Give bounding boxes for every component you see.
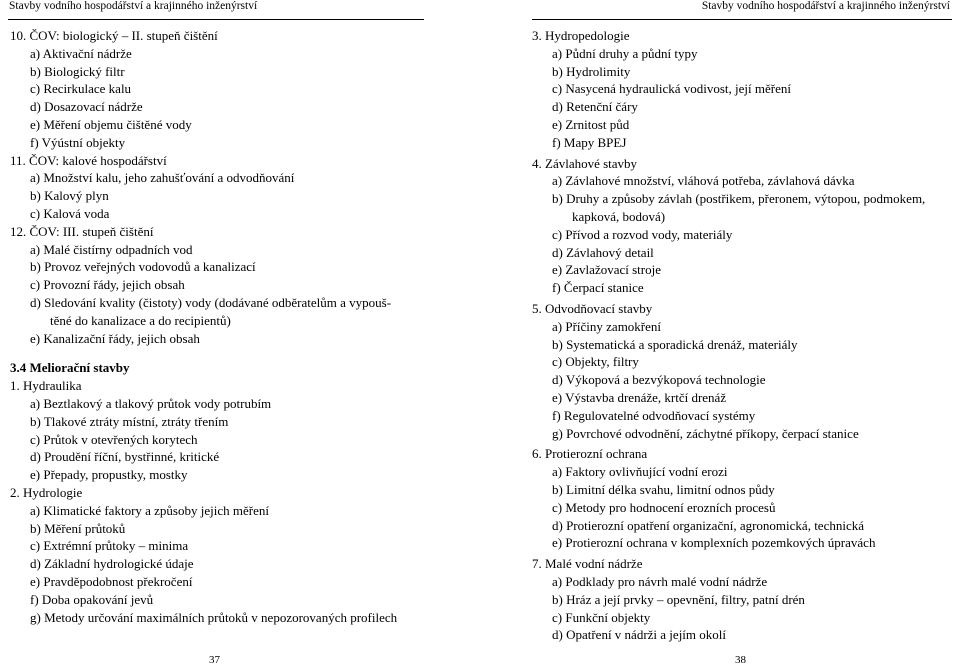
list-item: g) Povrchové odvodnění, záchytné příkopy, čerpací stanice (552, 425, 859, 441)
list-item: b) Limitní délka svahu, limitní odnos půdy (552, 481, 775, 497)
list-item: f) Regulovatelné odvodňovací systémy (552, 407, 756, 423)
list-item: d) Výkopová a bezvýkopová technologie (552, 372, 766, 388)
list-item: d) Proudění říční, bystřinné, kritické (30, 449, 220, 465)
list-item: e) Měření objemu čištěné vody (30, 116, 192, 132)
list-item: a) Faktory ovlivňující vodní erozi (552, 464, 728, 480)
list-item: e) Pravděpodobnost překročení (30, 573, 193, 589)
list-item: c) Recirkulace kalu (30, 81, 132, 97)
list-item: a) Klimatické faktory a způsoby jejich měření (30, 502, 269, 518)
list-item: a) Beztlakový a tlakový průtok vody potrubím (30, 395, 272, 411)
list-item: b) Tlakové ztráty místní, ztráty třením (30, 413, 229, 429)
running-header-left: Stavby vodního hospodářství a krajinného inženýrství (9, 0, 258, 12)
list-item: b) Druhy a způsoby závlah (postřikem, přeronem, výtopou, podmokem, (552, 191, 926, 207)
list-item: a) Malé čistírny odpadních vod (30, 241, 193, 257)
section-heading: 6. Protierozní ochrana (532, 446, 648, 462)
list-item: b) Biologický filtr (30, 63, 125, 79)
list-item: c) Provozní řády, jejich obsah (30, 277, 185, 293)
list-item-continuation: těné do kanalizace a do recipientů) (50, 312, 231, 328)
list-item: c) Nasycená hydraulická vodivost, její měření (552, 81, 791, 97)
left-page-content (10, 27, 425, 626)
list-item: f) Doba opakování jevů (30, 591, 154, 607)
list-item: c) Přívod a rozvod vody, materiály (552, 226, 733, 242)
page-number-left: 37 (209, 654, 220, 666)
header-rule-right (532, 19, 952, 20)
list-item: d) Dosazovací nádrže (30, 99, 143, 115)
list-item: f) Čerpací stanice (552, 280, 644, 296)
list-item: b) Systematická a sporadická drenáž, materiály (552, 336, 798, 352)
list-item-continuation: kapková, bodová) (572, 208, 666, 224)
list-item: c) Průtok v otevřených korytech (30, 431, 198, 447)
section-heading: 7. Malé vodní nádrže (532, 556, 643, 572)
list-item: g) Metody určování maximálních průtoků v nepozorovaných profilech (30, 609, 398, 625)
list-item: b) Měření průtoků (30, 520, 126, 536)
section-heading: 3. Hydropedologie (532, 28, 630, 43)
list-item: c) Metody pro hodnocení erozních procesů (552, 499, 776, 515)
list-item: b) Kalový plyn (30, 188, 109, 204)
list-item: d) Retenční čáry (552, 99, 638, 115)
list-item: a) Aktivační nádrže (30, 45, 132, 61)
page-number-right: 38 (735, 654, 746, 666)
spacer (10, 347, 425, 359)
list-item: c) Funkční objekty (552, 609, 651, 625)
list-item: d) Závlahový detail (552, 244, 654, 260)
list-item: b) Hráz a její prvky – opevnění, filtry, patní drén (552, 591, 805, 607)
list-item: e) Výstavba drenáže, krtčí drenáž (552, 389, 727, 405)
header-rule-left (8, 19, 424, 20)
section-heading: 1. Hydraulika (10, 378, 82, 394)
list-item: e) Přepady, propustky, mostky (30, 467, 188, 483)
section-heading: 11. ČOV: kalové hospodářství (10, 152, 167, 168)
list-item: d) Sledování kvality (čistoty) vody (dodávané odběratelům a vypouš- (30, 294, 392, 310)
list-item: a) Podklady pro návrh malé vodní nádrže (552, 573, 768, 589)
list-item: e) Protierozní ochrana v komplexních pozemkových úpravách (552, 535, 876, 551)
section-heading: 2. Hydrologie (10, 484, 83, 500)
list-item: f) Mapy BPEJ (552, 134, 627, 150)
list-item: b) Hydrolimity (552, 63, 631, 79)
list-item: b) Provoz veřejných vodovodů a kanalizací (30, 259, 256, 275)
list-item: a) Závlahové množství, vláhová potřeba, závlahová dávka (552, 173, 855, 189)
list-item: e) Zrnitost půd (552, 116, 630, 132)
list-item: e) Kanalizační řády, jejich obsah (30, 330, 200, 346)
list-item: c) Extrémní průtoky – minima (30, 538, 189, 554)
list-item: d) Opatření v nádrži a jejím okolí (552, 627, 727, 643)
section-heading: 12. ČOV: III. stupeň čištění (10, 223, 154, 239)
right-page-content (532, 27, 952, 644)
section-heading: 4. Závlahové stavby (532, 155, 638, 171)
list-item: a) Příčiny zamokření (552, 318, 662, 334)
section-heading: 5. Odvodňovací stavby (532, 300, 653, 316)
list-item: c) Objekty, filtry (552, 354, 639, 370)
section-heading: 10. ČOV: biologický – II. stupeň čištění (10, 28, 218, 43)
list-item: c) Kalová voda (30, 205, 110, 221)
running-header-right: Stavby vodního hospodářství a krajinného inženýrství (701, 0, 950, 12)
list-item: e) Zavlažovací stroje (552, 262, 661, 278)
list-item: d) Protierozní opatření organizační, agronomická, technická (552, 517, 864, 533)
chapter-heading: 3.4 Meliorační stavby (10, 360, 130, 376)
list-item: a) Půdní druhy a půdní typy (552, 45, 698, 61)
list-item: a) Množství kalu, jeho zahušťování a odvodňování (30, 170, 295, 186)
list-item: d) Základní hydrologické údaje (30, 556, 194, 572)
list-item: f) Výústní objekty (30, 134, 126, 150)
